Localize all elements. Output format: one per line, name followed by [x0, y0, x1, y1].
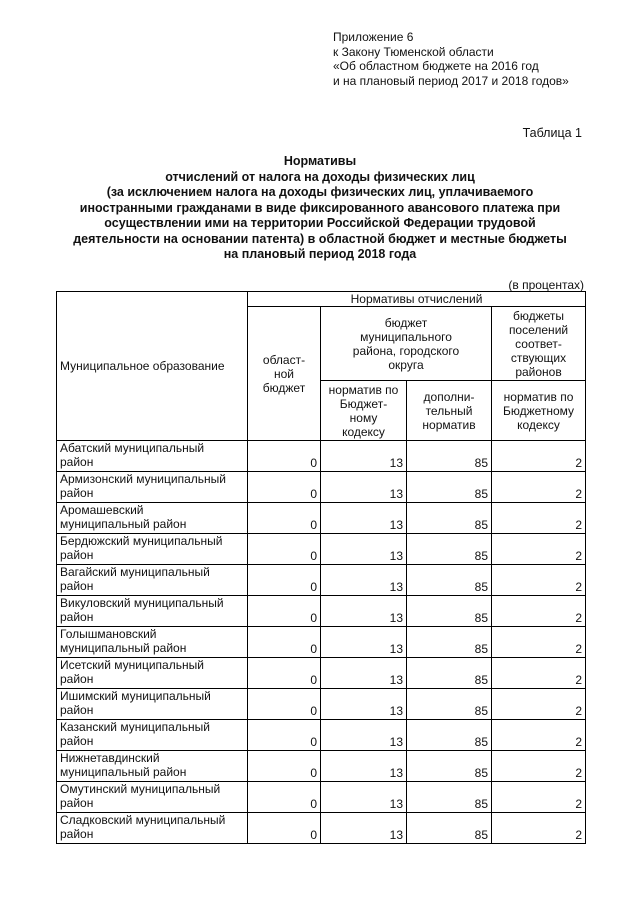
table-row [57, 503, 586, 534]
settlement-code-cell: 2 [492, 782, 586, 813]
settlement-code-cell: 2 [492, 441, 586, 472]
norms-table [56, 291, 586, 844]
district-additional-cell: 85 [407, 627, 492, 658]
settlement-code-cell: 2 [492, 503, 586, 534]
district-additional-cell: 85 [407, 813, 492, 844]
settlement-code-cell: 2 [492, 596, 586, 627]
header-settlement-budget-code: норматив по Бюджетному кодексу [492, 381, 586, 441]
regional-budget-cell: 0 [248, 813, 321, 844]
district-additional-cell: 85 [407, 441, 492, 472]
header-district-additional: дополни- тельный норматив [407, 381, 492, 441]
district-code-cell: 13 [321, 565, 407, 596]
municipality-cell: Абатский муниципальный район [57, 441, 248, 472]
settlement-code-cell: 2 [492, 720, 586, 751]
table-row [57, 441, 586, 472]
district-code-cell: 13 [321, 658, 407, 689]
district-additional-cell: 85 [407, 565, 492, 596]
appendix-line: и на плановый период 2017 и 2018 годов» [333, 73, 569, 88]
table-row [57, 596, 586, 627]
table-label: Таблица 1 [522, 126, 582, 140]
regional-budget-cell: 0 [248, 720, 321, 751]
appendix-line: «Об областном бюджете на 2016 год [333, 59, 539, 73]
municipality-cell: Вагайский муниципальный район [57, 565, 248, 596]
district-code-cell: 13 [321, 596, 407, 627]
settlement-code-cell: 2 [492, 565, 586, 596]
header-district-budget: бюджет муниципального района, городского округа [321, 307, 492, 381]
title-line: Нормативы [283, 154, 357, 168]
regional-budget-cell: 0 [248, 441, 321, 472]
settlement-code-cell: 2 [492, 813, 586, 844]
table-row [57, 813, 586, 844]
district-code-cell: 13 [321, 782, 407, 813]
district-code-cell: 13 [321, 689, 407, 720]
appendix-line: Приложение 6 [333, 30, 414, 44]
municipality-cell: Голышмановский муниципальный район [57, 627, 248, 658]
district-additional-cell: 85 [407, 503, 492, 534]
header-municipality: Муниципальное образование [57, 292, 248, 441]
district-code-cell: 13 [321, 627, 407, 658]
header-settlement-budgets: бюджеты поселений соответ- ствующих районов [492, 307, 586, 381]
district-additional-cell: 85 [407, 751, 492, 782]
municipality-cell: Армизонский муниципальный район [57, 472, 248, 503]
appendix-line: к Закону Тюменской области [333, 44, 494, 59]
district-additional-cell: 85 [407, 658, 492, 689]
district-additional-cell: 85 [407, 720, 492, 751]
title-line: осуществлении ими на территории Российской Федерации трудовой [104, 216, 536, 230]
district-code-cell: 13 [321, 472, 407, 503]
district-additional-cell: 85 [407, 472, 492, 503]
regional-budget-cell: 0 [248, 627, 321, 658]
appendix-note [333, 30, 569, 88]
district-additional-cell: 85 [407, 782, 492, 813]
table-row [57, 627, 586, 658]
table-row [57, 689, 586, 720]
district-additional-cell: 85 [407, 534, 492, 565]
header-norms-group: Нормативы отчислений [248, 292, 586, 307]
district-code-cell: 13 [321, 813, 407, 844]
table-row [57, 565, 586, 596]
municipality-cell: Бердюжский муниципальный район [57, 534, 248, 565]
district-code-cell: 13 [321, 751, 407, 782]
regional-budget-cell: 0 [248, 751, 321, 782]
district-code-cell: 13 [321, 441, 407, 472]
regional-budget-cell: 0 [248, 782, 321, 813]
title-line: (за исключением налога на доходы физических лиц, уплачиваемого [106, 185, 534, 199]
table-row [57, 472, 586, 503]
municipality-cell: Омутинский муниципальный район [57, 782, 248, 813]
table-row [57, 782, 586, 813]
municipality-cell: Викуловский муниципальный район [57, 596, 248, 627]
regional-budget-cell: 0 [248, 565, 321, 596]
regional-budget-cell: 0 [248, 658, 321, 689]
municipality-cell: Сладковский муниципальный район [57, 813, 248, 844]
regional-budget-cell: 0 [248, 534, 321, 565]
municipality-cell: Нижнетавдинский муниципальный район [57, 751, 248, 782]
district-additional-cell: 85 [407, 689, 492, 720]
district-additional-cell: 85 [407, 596, 492, 627]
settlement-code-cell: 2 [492, 689, 586, 720]
regional-budget-cell: 0 [248, 472, 321, 503]
municipality-cell: Казанский муниципальный район [57, 720, 248, 751]
district-code-cell: 13 [321, 503, 407, 534]
document-title [50, 154, 590, 263]
settlement-code-cell: 2 [492, 658, 586, 689]
regional-budget-cell: 0 [248, 596, 321, 627]
district-code-cell: 13 [321, 534, 407, 565]
units-note: (в процентах) [508, 278, 584, 292]
table-row [57, 534, 586, 565]
title-line: отчислений от налога на доходы физических лиц [165, 169, 475, 184]
title-line: на плановый период 2018 года [223, 247, 417, 261]
regional-budget-cell: 0 [248, 503, 321, 534]
table-row [57, 720, 586, 751]
municipality-cell: Исетский муниципальный район [57, 658, 248, 689]
regional-budget-cell: 0 [248, 689, 321, 720]
settlement-code-cell: 2 [492, 472, 586, 503]
municipality-cell: Ишимский муниципальный район [57, 689, 248, 720]
title-line: иностранными гражданами в виде фиксированного авансового платежа при [79, 200, 561, 215]
settlement-code-cell: 2 [492, 534, 586, 565]
header-regional-budget: област- ной бюджет [248, 307, 321, 441]
title-line: деятельности на основании патента) в областной бюджет и местные бюджеты [73, 231, 567, 246]
settlement-code-cell: 2 [492, 751, 586, 782]
table-row [57, 751, 586, 782]
district-code-cell: 13 [321, 720, 407, 751]
table-row [57, 658, 586, 689]
settlement-code-cell: 2 [492, 627, 586, 658]
header-district-budget-code: норматив по Бюджет- ному кодексу [321, 381, 407, 441]
municipality-cell: Аромашевский муниципальный район [57, 503, 248, 534]
